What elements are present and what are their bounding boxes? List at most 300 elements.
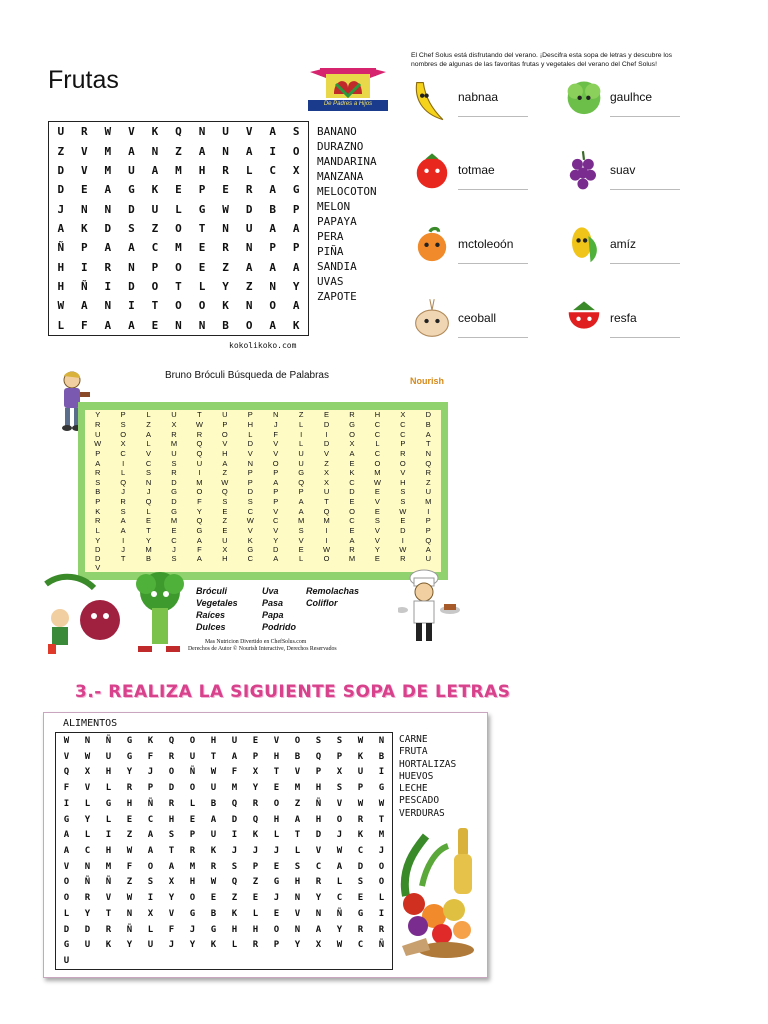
frutas-letter-cell: N [80,202,88,216]
bruno-letter-cell: B [146,554,152,563]
frutas-letter-cell: Ñ [80,280,88,294]
alimentos-letter-cell: L [252,908,259,919]
answer-line[interactable] [458,116,528,117]
alimentos-letter-cell: E [273,861,280,872]
alimentos-letter-cell: P [336,751,343,762]
bruno-letter-cell: M [348,554,356,563]
scrambled-word: resfa [610,311,637,325]
alimentos-letter-cell: P [273,940,280,951]
bruno-letter-cell: U [196,458,203,468]
word-list-item: VERDURAS [399,807,445,819]
alimentos-letter-cell: U [357,767,364,778]
alimentos-letter-cell: J [336,830,343,841]
alimentos-letter-cell: R [252,798,259,809]
scrambled-word: nabnaa [458,90,499,104]
bruno-letter-cell: R [95,468,101,478]
alimentos-letter-cell: G [105,798,112,809]
bruno-letter-cell: D [273,545,279,554]
alimentos-letter-cell: L [105,783,112,794]
frutas-letter-cell: R [80,125,88,139]
frutas-letter-cell: E [175,183,182,197]
alimentos-letter-cell: I [378,908,385,919]
alimentos-letter-cell: Y [126,767,133,778]
bruno-letter-cell: C [273,516,279,526]
frutas-letter-cell: P [292,241,300,255]
alimentos-letter-cell: Q [231,798,238,809]
bruno-letter-cell: D [171,477,177,487]
frutas-letter-cell: A [245,144,253,158]
bruno-letter-cell: N [273,410,279,420]
bruno-letter-cell: P [425,526,431,536]
alimentos-letter-cell: E [126,814,133,825]
alimentos-letter-cell: O [378,861,385,872]
word-list-item: BANANO [317,125,357,138]
bruno-letter-cell: I [325,429,328,439]
section3-title: 3.- REALIZA LA SIGUIENTE SOPA DE LETRAS [75,682,511,702]
alimentos-letter-cell: X [315,940,322,951]
scrambled-word: totmae [458,163,495,177]
alimentos-letter-cell: T [378,814,385,825]
frutas-letter-cell: A [104,241,112,255]
bruno-letter-cell: P [425,516,431,526]
bruno-letter-cell: V [273,448,279,458]
frutas-letter-cell: T [198,221,206,235]
bruno-letter-cell: D [425,410,431,420]
bruno-letter-cell: O [349,506,355,516]
bruno-letter-cell: P [95,448,101,458]
alimentos-letter-cell: Y [294,940,301,951]
bruno-letter-cell: O [221,429,228,439]
frutas-letter-cell: P [198,183,206,197]
word-list-item: Uva [262,586,279,596]
frutas-letter-cell: A [269,318,276,332]
frutas-letter-cell: A [269,125,276,139]
bruno-letter-cell: U [171,410,177,420]
bruno-letter-cell: C [247,554,253,563]
frutas-letter-cell: D [245,202,253,216]
alimentos-letter-cell: M [294,783,301,794]
alimentos-letter-cell: K [147,735,154,746]
alimentos-letter-cell: S [294,861,301,872]
bruno-letter-cell: R [425,468,431,478]
bruno-letter-cell: A [349,448,355,458]
alimentos-letter-cell: U [63,956,70,967]
word-list-item: LECHE [399,783,428,795]
alimentos-letter-cell: L [63,908,70,919]
alimentos-letter-cell: P [252,861,259,872]
alimentos-letter-cell: U [147,940,154,951]
bruno-letter-cell: H [247,419,253,429]
alimentos-letter-cell: Y [126,940,133,951]
bruno-letter-cell: I [122,458,125,468]
bruno-letter-cell: E [374,487,380,497]
alimentos-letter-cell: C [315,861,322,872]
alimentos-letter-cell: J [147,767,154,778]
chef-intro-text: El Chef Solus está disfrutando del verano. ¡Descifra esta sopa de letras y descubre los nombres de algunas de las favoritas frutas y vegetales del verano del Chef Solus! [411,52,673,68]
banana-icon [410,76,454,128]
bruno-letter-cell: T [146,526,151,536]
bruno-letter-cell: P [247,468,253,478]
alimentos-letter-cell: A [63,830,70,841]
bruno-letter-cell: G [171,487,177,497]
alimentos-letter-cell: P [147,783,154,794]
alimentos-letter-cell: M [105,861,112,872]
bruno-letter-cell: E [146,516,152,526]
bruno-letter-cell: V [273,526,279,536]
word-list-item: Pasa [262,598,284,608]
bruno-letter-cell: D [323,419,330,429]
frutas-letter-cell: N [175,318,182,332]
bruno-letter-cell: S [400,487,406,497]
bruno-letter-cell: D [171,497,177,507]
alimentos-letter-cell: Q [252,814,259,825]
frutas-letter-cell: R [104,260,112,274]
frutas-letter-cell: R [245,183,253,197]
alimentos-letter-cell: A [147,830,154,841]
word-list-item: Remolachas [306,586,360,596]
frutas-letter-cell: O [269,299,276,313]
frutas-letter-cell: Q [175,125,182,139]
bruno-letter-cell: V [298,535,304,545]
alimentos-letter-cell: P [357,783,364,794]
answer-line[interactable] [458,337,528,338]
bruno-letter-cell: M [170,516,178,526]
frutas-letter-cell: B [222,318,229,332]
frutas-letter-cell: K [292,318,300,332]
alimentos-letter-cell: H [273,751,280,762]
word-list-item: MANZANA [317,170,364,183]
frutas-letter-cell: P [80,241,88,255]
frutas-letter-cell: Y [292,280,300,294]
bruno-letter-cell: M [170,439,178,449]
bruno-letter-cell: L [299,554,304,563]
frutas-letter-cell: M [104,144,112,158]
frutas-letter-cell: G [128,183,135,197]
frutas-letter-cell: E [198,260,206,274]
bruno-letter-cell: R [171,429,177,439]
alimentos-letter-cell: N [378,735,385,746]
bruno-letter-cell: J [121,545,125,554]
alimentos-letter-cell: Z [252,877,259,888]
alimentos-letter-cell: R [252,940,259,951]
alimentos-letter-cell: J [189,924,196,935]
bruno-letter-cell: U [222,410,228,420]
alimentos-letter-cell: S [168,830,175,841]
alimentos-letter-cell: P [315,767,322,778]
frutas-letter-cell: A [128,318,135,332]
alimentos-letter-cell: Q [63,767,70,778]
bruno-letter-cell: A [222,458,228,468]
bruno-letter-cell: X [349,439,355,449]
bruno-letter-cell: M [298,516,305,526]
alimentos-letter-cell: Y [84,908,91,919]
bruno-letter-cell: Q [120,477,127,487]
frutas-letter-cell: P [292,202,300,216]
frutas-letter-cell: A [245,260,253,274]
word-list-item: MELON [317,200,351,213]
alimentos-letter-cell: C [357,845,364,856]
bruno-letter-cell: G [349,419,355,429]
bruno-letter-cell: J [121,487,125,497]
bruno-letter-cell: I [401,535,404,545]
frutas-letter-cell: A [269,221,276,235]
answer-line[interactable] [610,337,680,338]
alimentos-letter-cell: S [231,861,238,872]
alimentos-letter-cell: E [210,893,217,904]
bruno-letter-cell: O [323,554,330,563]
alimentos-letter-cell: Q [168,735,175,746]
answer-line[interactable] [458,189,528,190]
bruno-letter-cell: Z [146,419,151,429]
scrambled-word: suav [610,163,636,177]
alimentos-letter-cell: W [84,751,91,762]
alimentos-letter-cell: R [105,924,112,935]
answer-line[interactable] [610,189,680,190]
alimentos-letter-cell: L [294,845,301,856]
bruno-letter-cell: Z [222,468,228,478]
alimentos-letter-cell: L [105,814,112,825]
bruno-letter-cell: V [95,563,101,572]
frutas-letter-cell: D [57,163,65,177]
frutas-letter-cell: O [175,299,182,313]
bruno-letter-cell: E [298,545,304,554]
bruno-letter-cell: E [374,554,380,563]
word-list-item: PESCADO [399,795,440,807]
alimentos-letter-cell: G [378,783,385,794]
bruno-letter-cell: F [273,429,278,439]
alimentos-letter-cell: S [315,735,322,746]
bruno-letter-cell: Q [196,448,203,458]
bruno-letter-cell: I [325,535,328,545]
alimentos-letter-cell: O [294,735,301,746]
bruno-letter-cell: V [324,448,330,458]
alimentos-letter-cell: Y [252,783,259,794]
bruno-letter-cell: C [349,477,355,487]
bruno-letter-cell: D [323,439,330,449]
alimentos-letter-cell: W [336,940,343,951]
alimentos-letter-cell: R [315,877,322,888]
alimentos-letter-cell: S [147,877,154,888]
bruno-letter-cell: Y [196,506,202,516]
alimentos-letter-cell: X [252,767,259,778]
frutas-letter-cell: P [151,260,159,274]
nourish-logo: Nourish [410,376,445,386]
alimentos-letter-cell: T [168,845,175,856]
bruno-letter-cell: W [399,545,407,554]
frutas-letter-cell: A [151,163,159,177]
alimentos-letter-cell: G [189,908,196,919]
alimentos-letter-cell: C [84,845,91,856]
tomato-icon [410,149,454,201]
bruno-letter-cell: C [120,448,126,458]
alimentos-letter-cell: O [168,767,175,778]
bruno-letter-cell: Y [374,545,380,554]
bruno-credit-line2: Derechos de Autor © Nourish Interactive, Derechos Reservados [188,646,337,652]
frutas-letter-cell: X [292,163,300,177]
alimentos-letter-cell: V [315,845,322,856]
alimentos-letter-cell: U [231,735,238,746]
alimentos-letter-cell: J [273,893,280,904]
bruno-letter-cell: K [95,506,101,516]
bruno-letter-cell: G [298,468,305,478]
alimentos-letter-cell: V [294,767,301,778]
frutas-letter-cell: N [222,144,229,158]
frutas-letter-cell: M [175,163,182,177]
alimentos-letter-cell: O [189,783,196,794]
bruno-letter-cell: W [373,477,381,487]
bruno-letter-cell: S [120,506,126,516]
alimentos-letter-cell: R [210,861,217,872]
bruno-letter-cell: Q [221,487,228,497]
bruno-letter-cell: K [247,535,253,545]
frutas-letter-cell: O [151,280,159,294]
alimentos-letter-cell: E [189,814,196,825]
alimentos-letter-cell: G [273,877,280,888]
alimentos-letter-cell: W [336,845,343,856]
alimentos-letter-cell: O [63,893,70,904]
bruno-word-grid [85,410,441,572]
bruno-letter-cell: H [222,554,228,563]
bruno-letter-cell: L [299,439,304,449]
frutas-letter-cell: K [151,183,159,197]
bruno-title: Bruno Bróculi Búsqueda de Palabras [165,370,329,381]
alimentos-letter-cell: H [210,735,217,746]
bruno-letter-cell: P [95,497,101,507]
alimentos-letter-cell: O [336,814,343,825]
bruno-letter-cell: Q [145,497,152,507]
alimentos-letter-cell: A [336,861,343,872]
frutas-letter-cell: A [269,183,276,197]
alimentos-letter-cell: Ñ [84,877,91,888]
alimentos-letter-cell: U [189,751,196,762]
alimentos-letter-cell: Y [189,940,196,951]
frutas-letter-cell: Z [57,144,65,158]
alimentos-letter-cell: C [336,893,343,904]
bruno-letter-cell: X [324,468,330,478]
alimentos-letter-cell: F [63,783,70,794]
bruno-letter-cell: W [221,477,229,487]
alimentos-letter-cell: A [168,861,175,872]
bruno-letter-cell: A [298,497,304,507]
alimentos-letter-cell: F [231,767,238,778]
bruno-letter-cell: I [427,506,430,516]
alimentos-letter-cell: I [231,830,238,841]
alimentos-letter-cell: Z [231,893,238,904]
bruno-letter-cell: P [298,487,304,497]
frutas-letter-cell: M [175,241,182,255]
alimentos-letter-cell: F [168,924,175,935]
frutas-letter-cell: A [198,144,206,158]
lettuce-icon [562,76,606,128]
bruno-letter-cell: A [196,535,202,545]
bruno-letter-cell: Q [298,477,305,487]
alimentos-letter-cell: H [168,814,175,825]
bruno-letter-cell: L [95,526,100,536]
bruno-letter-cell: X [120,439,126,449]
alimentos-letter-cell: U [210,783,217,794]
alimentos-letter-cell: Ñ [147,798,154,809]
bruno-letter-cell: A [146,429,152,439]
word-list-item: ZAPOTE [317,290,357,303]
alimentos-letter-cell: D [168,783,175,794]
answer-line[interactable] [610,263,680,264]
bruno-letter-cell: D [400,526,406,536]
frutas-letter-cell: D [104,221,112,235]
alimentos-letter-cell: V [63,861,70,872]
alimentos-letter-cell: V [84,783,91,794]
answer-line[interactable] [610,116,680,117]
bruno-letter-cell: N [425,448,431,458]
alimentos-word-grid [55,732,393,970]
bruno-letter-cell: Z [425,477,431,487]
bruno-letter-cell: L [146,439,151,449]
frutas-letter-cell: A [104,183,112,197]
alimentos-letter-cell: O [273,798,280,809]
word-list-item: Raíces [196,610,226,620]
bruno-letter-cell: L [248,429,253,439]
bruno-letter-cell: Z [298,410,304,420]
bruno-letter-cell: V [247,526,253,536]
bruno-letter-cell: E [222,506,228,516]
frutas-letter-cell: T [175,280,182,294]
bruno-letter-cell: D [95,554,101,563]
onion-icon [410,297,454,349]
alimentos-letter-cell: K [357,751,364,762]
alimentos-letter-cell: K [252,830,259,841]
bruno-letter-cell: S [171,554,177,563]
bruno-letter-cell: H [222,448,228,458]
bruno-letter-cell: A [95,458,101,468]
alimentos-letter-cell: E [273,908,280,919]
word-list-item: Coliflor [306,598,338,608]
bruno-letter-cell: S [374,516,380,526]
alimentos-letter-cell: W [126,893,133,904]
bruno-letter-cell: E [374,506,380,516]
frutas-letter-cell: O [198,299,206,313]
alimentos-letter-cell: L [378,893,385,904]
alimentos-letter-cell: S [336,783,343,794]
alimentos-letter-cell: V [336,798,343,809]
frutas-letter-cell: N [222,221,229,235]
alimentos-letter-cell: H [273,814,280,825]
alimentos-letter-cell: R [378,924,385,935]
alimentos-letter-cell: Y [168,893,175,904]
frutas-letter-cell: L [57,318,65,332]
alimentos-letter-cell: G [210,924,217,935]
alimentos-letter-cell: W [378,798,385,809]
answer-line[interactable] [458,263,528,264]
bruno-letter-cell: O [349,429,355,439]
alimentos-letter-cell: M [189,861,196,872]
bruno-letter-cell: I [198,468,201,478]
alimentos-letter-cell: G [357,908,364,919]
alimentos-letter-cell: D [84,924,91,935]
alimentos-letter-cell: H [315,783,322,794]
frutas-letter-cell: V [80,163,88,177]
frutas-letter-cell: H [57,280,65,294]
alimentos-letter-cell: B [294,751,301,762]
alimentos-letter-cell: H [126,798,133,809]
frutas-letter-cell: R [222,241,229,255]
alimentos-letter-cell: Q [231,877,238,888]
frutas-letter-cell: U [222,125,229,139]
frutas-letter-cell: C [151,241,159,255]
bruno-letter-cell: C [400,419,406,429]
bruno-letter-cell: R [196,429,203,439]
frutas-letter-cell: H [57,260,65,274]
alimentos-letter-cell: X [168,877,175,888]
bruno-letter-cell: R [95,516,101,526]
